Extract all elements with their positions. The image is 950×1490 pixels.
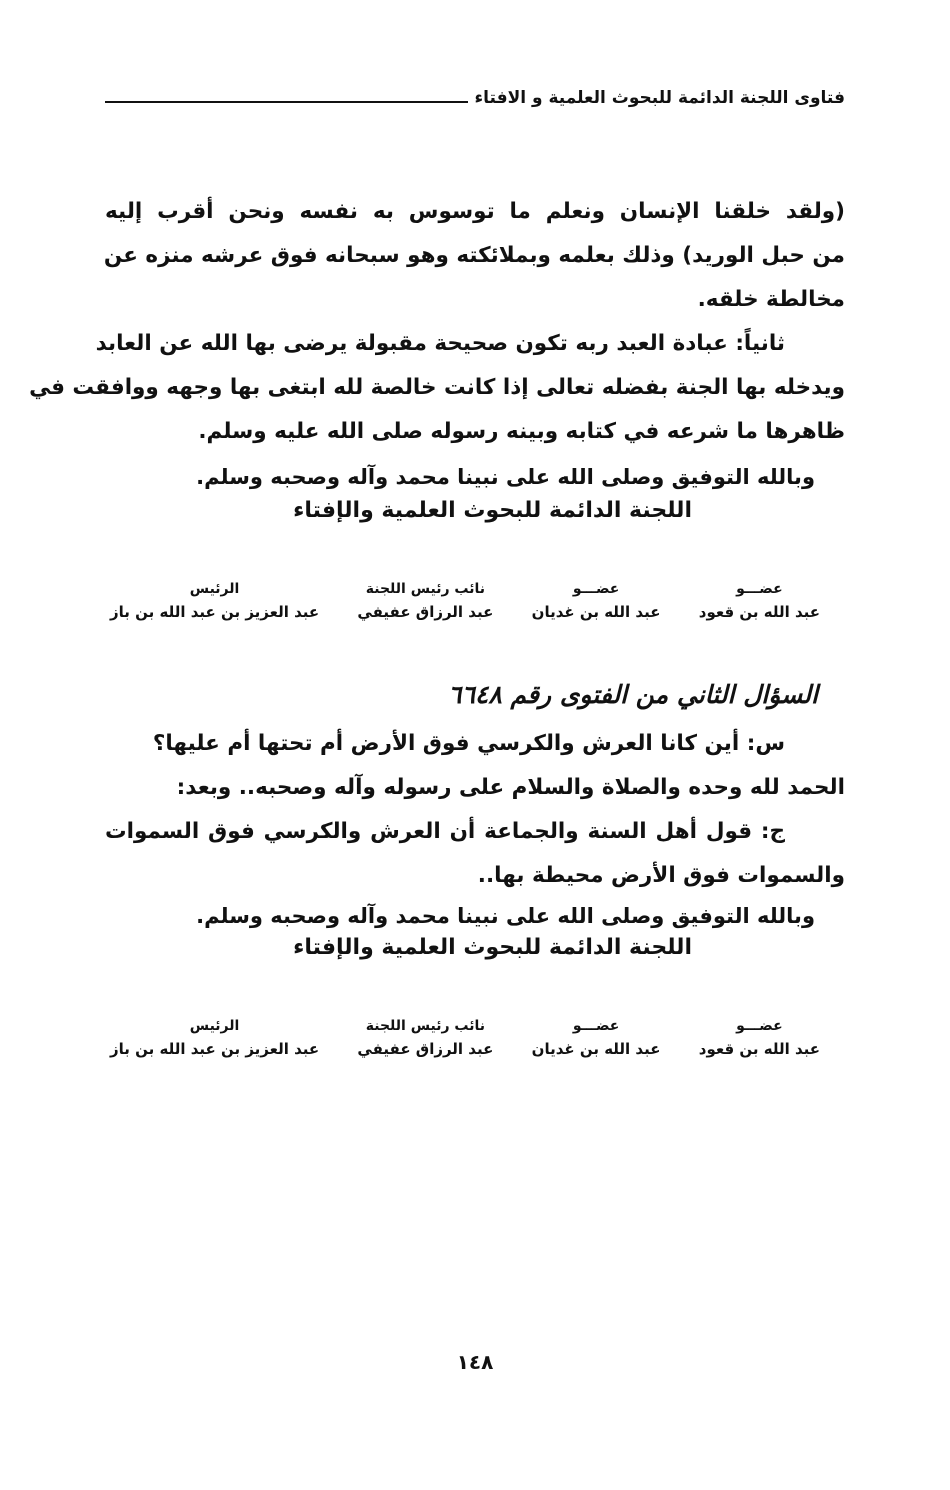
signatory-role: الرئيس [189, 1018, 240, 1034]
committee-name: اللجنة الدائمة للبحوث العلمية والإفتاء [293, 498, 692, 523]
signatory [357, 1015, 493, 1061]
signatory [110, 578, 319, 624]
question-title: السؤال الثاني من الفتوى رقم ٦٦٤٨ [448, 680, 818, 709]
signatory-role: الرئيس [189, 581, 240, 597]
signatory-name: عبد الله بن قعود [698, 1040, 820, 1058]
signatory-role: عضـــو [736, 581, 783, 597]
signature-block [110, 1015, 820, 1061]
text-line: ظاهرها ما شرعه في كتابه وبينه رسوله صلى الله عليه وسلم. [198, 419, 845, 444]
signatory-role: عضـــو [572, 581, 620, 597]
signatory-role: نائب رئيس اللجنة [365, 1018, 485, 1034]
question-text: س: أين كانا العرش والكرسي فوق الأرض أم تحتها أم عليها؟ [152, 731, 785, 756]
signatory-name: عبد الرزاق عفيفي [357, 1040, 494, 1058]
committee-name: اللجنة الدائمة للبحوث العلمية والإفتاء [293, 935, 692, 960]
signatory-name: عبد الله بن غديان [531, 1040, 661, 1058]
signatory [699, 578, 820, 624]
answer-line: ج: قول أهل السنة والجماعة أن العرش والكرسي فوق السموات [105, 819, 785, 844]
signatory-name: عبد العزيز بن عبد الله بن باز [110, 1040, 320, 1058]
signatory-name: عبد الرزاق عفيفي [357, 603, 494, 621]
running-header-title: فتاوى اللجنة الدائمة للبحوث العلمية و الافتاء [474, 88, 845, 108]
text-line: مخالطة خلقه. [697, 287, 845, 312]
signatory-name: عبد العزيز بن عبد الله بن باز [110, 603, 320, 621]
closing-formula: وبالله التوفيق وصلى الله على نبينا محمد وآله وصحبه وسلم. [196, 465, 815, 489]
answer-line: والسموات فوق الأرض محيطة بها.. [477, 863, 845, 888]
signatory-name: عبد الله بن غديان [531, 603, 661, 621]
question-block [105, 722, 845, 898]
signatory [699, 1015, 820, 1061]
signatory-role: نائب رئيس اللجنة [365, 581, 485, 597]
closing-formula: وبالله التوفيق وصلى الله على نبينا محمد وآله وصحبه وسلم. [196, 904, 815, 928]
signatory [532, 578, 661, 624]
text-line: (ولقد خلقنا الإنسان ونعلم ما توسوس به نفسه ونحن أقرب إليه [105, 199, 845, 224]
text-line: ثانياً: عبادة العبد ربه تكون صحيحة مقبولة يرضى بها الله عن العابد [95, 331, 785, 356]
signatory [532, 1015, 661, 1061]
running-header [105, 88, 845, 108]
signatory-role: عضـــو [572, 1018, 620, 1034]
praise-text: الحمد لله وحده والصلاة والسلام على رسوله وآله وصحبه.. وبعد: [176, 775, 845, 800]
text-line: ويدخله بها الجنة بفضله تعالى إذا كانت خالصة لله ابتغى بها وجهه ووافقت في [29, 375, 845, 400]
header-rule [105, 101, 468, 103]
signatory-role: عضـــو [736, 1018, 783, 1034]
signatory-name: عبد الله بن قعود [698, 603, 820, 621]
signatory [110, 1015, 319, 1061]
page-number: ١٤٨ [456, 1350, 494, 1374]
text-line: من حبل الوريد) وذلك بعلمه وبملائكته وهو سبحانه فوق عرشه منزه عن [103, 243, 845, 268]
answer-continuation [29, 190, 845, 454]
signatory [357, 578, 493, 624]
signature-block [110, 578, 820, 624]
